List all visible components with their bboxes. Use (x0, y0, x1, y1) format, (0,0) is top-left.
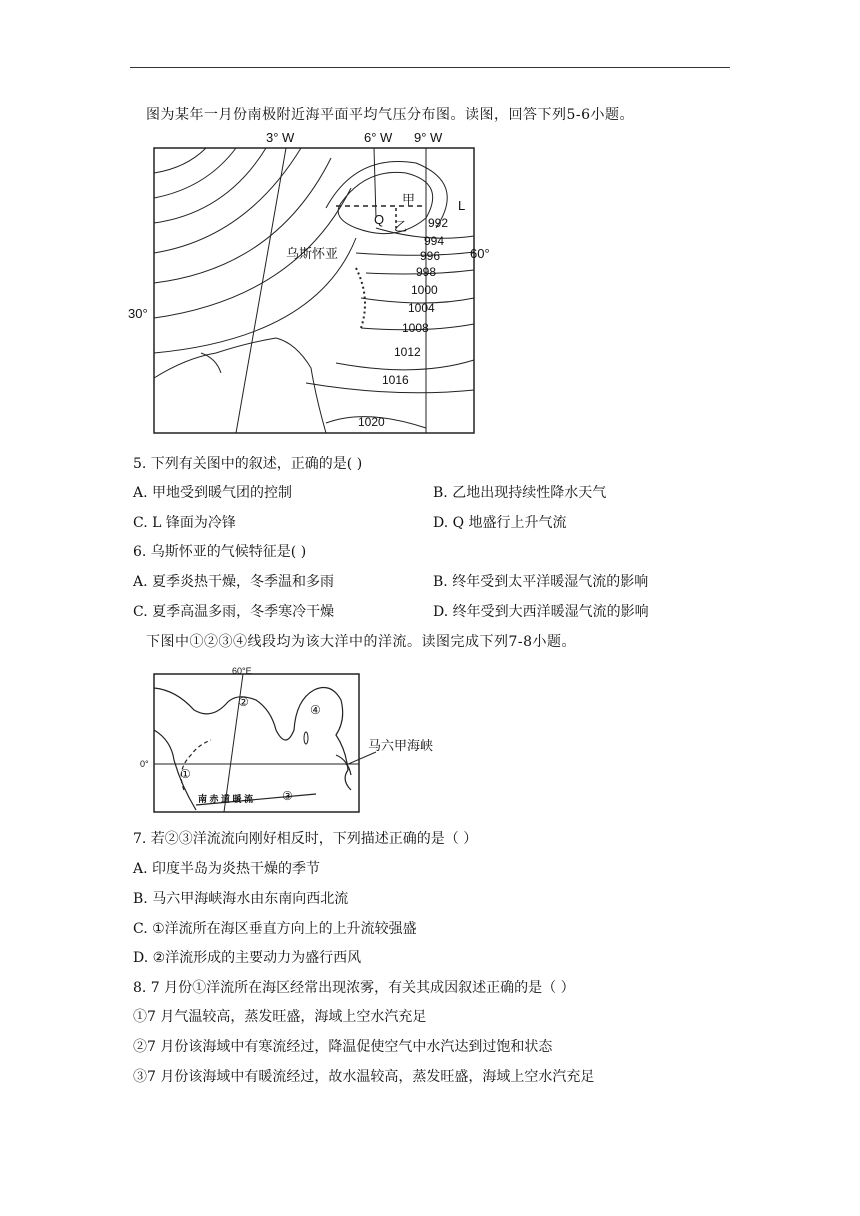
q5-option-a: A. 甲地受到暖气团的控制 (133, 485, 293, 501)
q7-stem: 7. 若②③洋流流向刚好相反时，下列描述正确的是（ ） (133, 831, 478, 847)
q6-option-c: C. 夏季高温多雨，冬季寒冷干燥 (133, 604, 335, 620)
q5-option-b: B. 乙地出现持续性降水天气 (433, 485, 607, 501)
q-label: Q (374, 212, 385, 227)
q6-option-b: B. 终年受到太平洋暖湿气流的影响 (433, 574, 649, 590)
q6-option-d: D. 终年受到大西洋暖湿气流的影响 (433, 604, 649, 620)
isobar-label: 1004 (408, 301, 435, 315)
lon60e-label: 60°E (232, 666, 252, 676)
q5-option-c: C. L 锋面为冷锋 (133, 515, 236, 531)
intro-q5-6: 图为某年一月份南极附近海平面平均气压分布图。读图，回答下列5-6小题。 (146, 107, 635, 123)
q7-option-d: D. ②洋流形成的主要动力为盛行西风 (133, 950, 362, 966)
isobar-label: 1020 (358, 415, 385, 429)
isobar-label: 998 (416, 265, 437, 279)
isobar-label: 1000 (411, 283, 438, 297)
q8-stem: 8. 7 月份①洋流所在海区经常出现浓雾，有关其成因叙述正确的是（ ） (133, 980, 575, 996)
isobar-label: 996 (420, 249, 441, 263)
equator-label: 0° (140, 759, 149, 769)
q7-option-a: A. 印度半岛为炎热干燥的季节 (133, 861, 321, 877)
header-rule (130, 67, 730, 68)
q5-option-d: D. Q 地盛行上升气流 (433, 515, 567, 531)
isobar-label: 1012 (394, 345, 421, 359)
jia-label: 甲 (402, 192, 416, 207)
q6-option-a: A. 夏季炎热干燥，冬季温和多雨 (133, 574, 335, 590)
intro-q7-8: 下图中①②③④线段均为该大洋中的洋流。读图完成下列7-8小题。 (146, 634, 577, 650)
current-4-label: ④ (310, 703, 321, 717)
lon9-label: 9° W (414, 130, 443, 145)
ocean-current-map (136, 660, 446, 815)
q7-option-c: C. ①洋流所在海区垂直方向上的上升流较强盛 (133, 921, 417, 937)
lon6-label: 6° W (364, 130, 393, 145)
q6-stem: 6. 乌斯怀亚的气候特征是( ) (133, 544, 307, 560)
isobar-label: 992 (428, 216, 449, 230)
city-label: 乌斯怀亚 (286, 246, 339, 261)
isobar-label: 994 (424, 234, 445, 248)
current-2-label: ② (238, 695, 249, 709)
current-3-label: ③ (282, 789, 293, 803)
yi-label: 乙 (394, 219, 408, 234)
q8-statement-3: ③7 月份该海域中有暖流经过，故水温较高，蒸发旺盛，海域上空水汽充足 (133, 1069, 595, 1085)
q5-stem: 5. 下列有关图中的叙述，正确的是( ) (133, 456, 363, 472)
isobar-label: 1008 (402, 321, 429, 335)
q8-statement-1: ①7 月气温较高，蒸发旺盛，海域上空水汽充足 (133, 1009, 427, 1025)
lat60-label: 60° (470, 246, 490, 261)
q8-statement-2: ②7 月份该海域中有寒流经过，降温促使空气中水汽达到过饱和状态 (133, 1039, 553, 1055)
south-equatorial-current-label: 南 赤 道 暖 流 (198, 794, 254, 804)
l-label: L (458, 198, 466, 213)
pressure-map (126, 128, 498, 438)
current-1-label: ① (180, 767, 191, 781)
lat30-label: 30° (128, 306, 148, 321)
lon3-label: 3° W (266, 130, 295, 145)
isobar-label: 1016 (382, 373, 409, 387)
q7-option-b: B. 马六甲海峡海水由东南向西北流 (133, 891, 349, 907)
strait-label: 马六甲海峡 (368, 738, 434, 753)
